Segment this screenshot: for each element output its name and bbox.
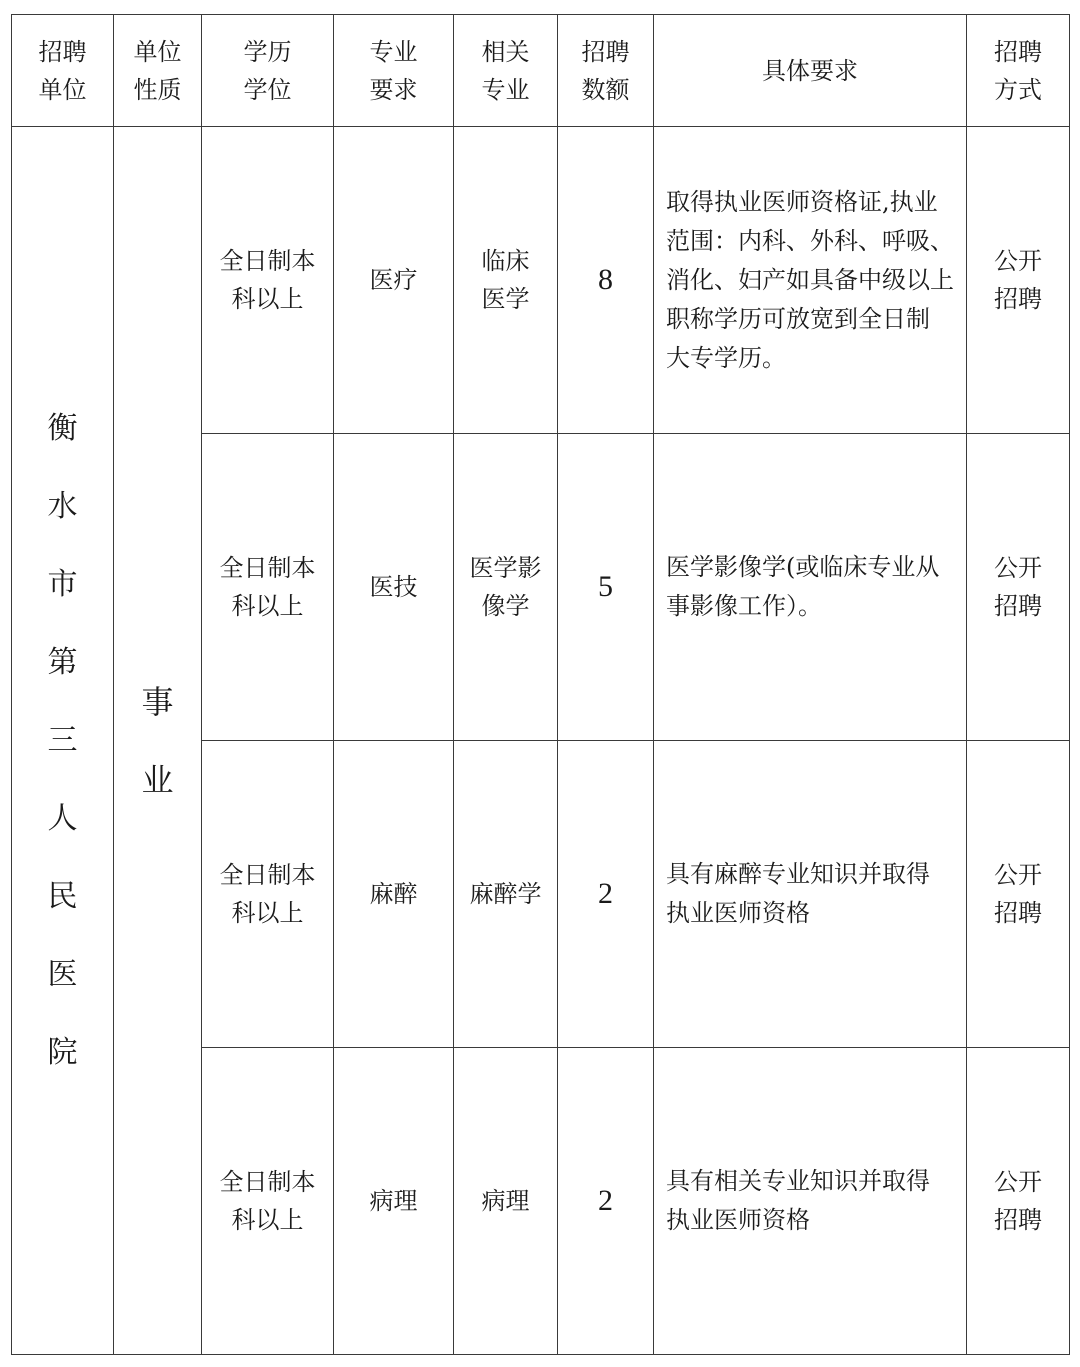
header-line: 性质 [133, 75, 182, 104]
cell-line: 事影像工作）。 [666, 592, 822, 620]
method-cell [967, 1048, 1070, 1355]
recruiting-unit-cell [12, 127, 114, 1355]
education-cell [202, 434, 334, 741]
unit-char: 衡 [47, 410, 78, 446]
cell-line: 全日制本 [219, 247, 316, 275]
cell-line: 公开 [994, 247, 1042, 275]
cell-line: 麻醉 [369, 880, 418, 908]
cell-line: 招聘 [994, 1206, 1042, 1234]
cell-line: 职称学历可放宽到全日制 [666, 304, 930, 333]
major-cell [334, 434, 454, 741]
cell-line: 全日制本 [219, 1168, 316, 1196]
count-cell: 2 [558, 741, 654, 1048]
cell-line: 麻醉学 [469, 880, 542, 908]
cell-line: 执业医师资格 [666, 899, 810, 927]
cell-line: 科以上 [231, 592, 304, 620]
table-row [12, 127, 1070, 434]
requirement-cell [654, 741, 967, 1048]
header-related-major [454, 15, 558, 127]
cell-line: 招聘 [994, 285, 1042, 313]
requirement-cell [654, 127, 967, 434]
cell-line: 科以上 [231, 285, 304, 313]
header-recruiting-unit [12, 15, 114, 127]
unit-char: 第 [47, 644, 78, 680]
related-major-cell [454, 1048, 558, 1355]
header-line: 方式 [994, 75, 1042, 104]
cell-line: 执业医师资格 [666, 1206, 810, 1234]
recruitment-table-container [11, 14, 1069, 1354]
cell-line: 公开 [994, 554, 1042, 582]
method-cell [967, 127, 1070, 434]
header-row [12, 15, 1070, 127]
education-cell [202, 127, 334, 434]
related-major-cell [454, 741, 558, 1048]
cell-line: 医学 [481, 285, 530, 313]
related-major-cell [454, 127, 558, 434]
major-cell [334, 1048, 454, 1355]
cell-line: 消化、妇产如具备中级以上 [666, 265, 954, 294]
cell-line: 科以上 [231, 899, 304, 927]
cell-line: 医学影像学(或临床专业从 [666, 553, 940, 581]
unit-char: 民 [47, 878, 78, 914]
header-line: 招聘 [38, 37, 87, 66]
cell-line: 公开 [994, 861, 1042, 889]
unit-char: 市 [47, 566, 78, 602]
unit-char: 水 [47, 488, 78, 524]
header-education [202, 15, 334, 127]
cell-line: 大专学历。 [666, 343, 786, 372]
count-cell: 5 [558, 434, 654, 741]
recruitment-table [11, 14, 1070, 1355]
cell-line: 全日制本 [219, 861, 316, 889]
major-cell [334, 741, 454, 1048]
cell-line: 公开 [994, 1168, 1042, 1196]
cell-line: 临床 [481, 247, 530, 275]
cell-line: 具有麻醉专业知识并取得 [666, 860, 930, 888]
header-line: 专业 [369, 37, 418, 66]
header-line: 数额 [581, 75, 630, 104]
cell-line: 具有相关专业知识并取得 [666, 1167, 930, 1195]
header-recruit-method [967, 15, 1070, 127]
cell-line: 病理 [369, 1187, 418, 1215]
cell-line: 科以上 [231, 1206, 304, 1234]
header-unit-nature [114, 15, 202, 127]
header-line: 专业 [481, 75, 530, 104]
header-line: 要求 [369, 75, 418, 104]
major-cell [334, 127, 454, 434]
count-cell: 2 [558, 1048, 654, 1355]
header-line: 单位 [38, 75, 87, 104]
requirement-cell [654, 434, 967, 741]
education-cell [202, 741, 334, 1048]
cell-line: 医疗 [369, 266, 418, 294]
cell-line: 像学 [481, 592, 530, 620]
unit-char: 人 [47, 800, 78, 836]
cell-line: 范围：内科、外科、呼吸、 [666, 226, 954, 255]
header-line: 招聘 [581, 37, 630, 66]
unit-char: 三 [47, 722, 78, 758]
header-line: 具体要求 [762, 56, 858, 85]
cell-line: 医技 [369, 573, 418, 601]
unit-nature-cell [114, 127, 202, 1355]
header-line: 单位 [133, 37, 182, 66]
header-line: 学位 [243, 75, 292, 104]
cell-line: 全日制本 [219, 554, 316, 582]
unit-char: 院 [47, 1034, 78, 1070]
cell-line: 病理 [481, 1187, 530, 1215]
related-major-cell [454, 434, 558, 741]
cell-line: 招聘 [994, 899, 1042, 927]
header-specific-requirements [654, 15, 967, 127]
header-line: 招聘 [994, 37, 1042, 66]
method-cell [967, 741, 1070, 1048]
header-line: 学历 [243, 37, 292, 66]
unit-char: 医 [47, 956, 78, 992]
education-cell [202, 1048, 334, 1355]
method-cell [967, 434, 1070, 741]
nature-char: 事 [141, 682, 174, 721]
header-recruit-count [558, 15, 654, 127]
cell-line: 招聘 [994, 592, 1042, 620]
header-line: 相关 [481, 37, 530, 66]
cell-line: 取得执业医师资格证,执业 [666, 187, 938, 216]
count-cell: 8 [558, 127, 654, 434]
requirement-cell [654, 1048, 967, 1355]
nature-char: 业 [141, 760, 174, 799]
cell-line: 医学影 [469, 554, 542, 582]
header-major-requirement [334, 15, 454, 127]
